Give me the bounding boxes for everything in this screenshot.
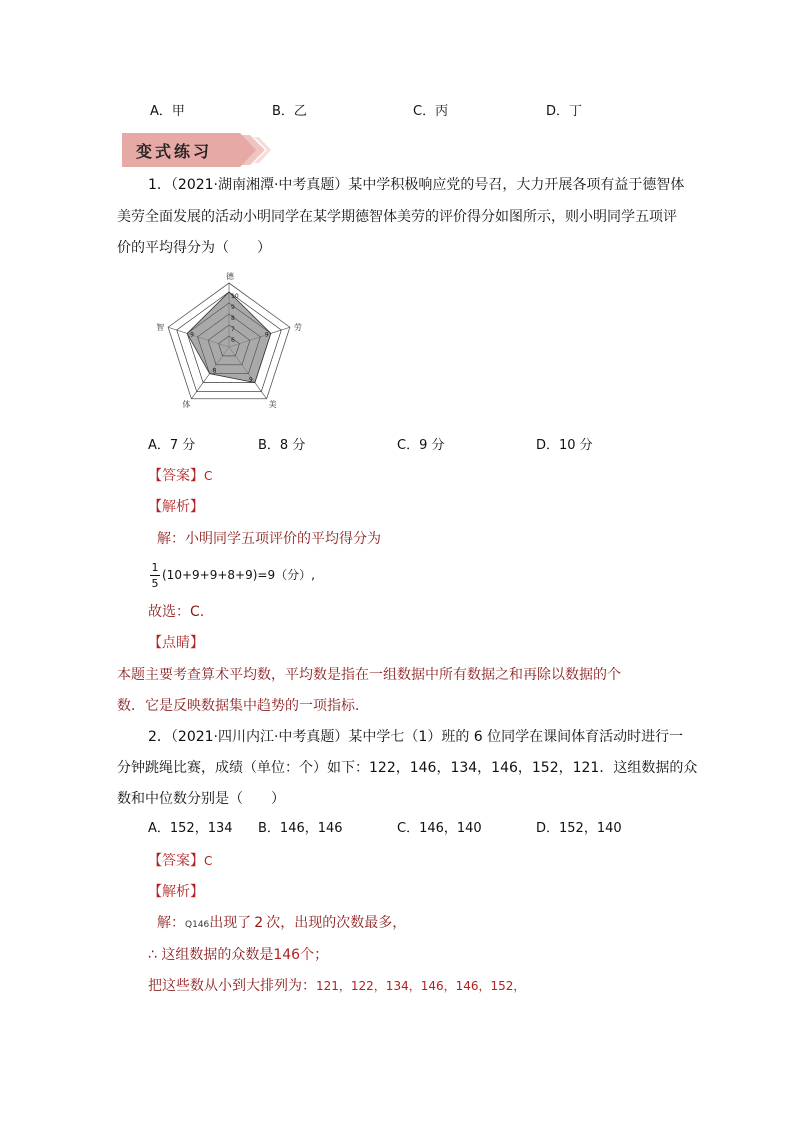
radar-value-3: 8 <box>212 367 217 375</box>
radar-axis-label-1: 劳 <box>293 323 302 333</box>
q1-solution-2: (10+9+9+8+9)=9（分）, <box>162 568 315 582</box>
radar-chart <box>148 268 308 418</box>
radar-tick-8: 8 <box>231 315 235 322</box>
q2-sol1-num: 146 <box>192 920 210 930</box>
q1-option-a: A．7 分 <box>148 438 196 453</box>
q2-sol1-b: 2 <box>254 915 264 931</box>
fraction-one-fifth <box>150 561 160 590</box>
q1-answer-label: 【答案】 <box>148 468 204 484</box>
q1-answer-value: C <box>204 469 213 483</box>
q2-solution-1 <box>157 913 406 935</box>
q2-option-a: A．152，134 <box>148 821 233 836</box>
q2-analysis-label: 【解析】 <box>148 884 204 900</box>
radar-axis-label-0: 德 <box>226 272 234 281</box>
q1-option-c: C．9 分 <box>397 438 445 453</box>
q1-line3: 价的平均得分为（ ） <box>117 240 271 256</box>
radar-tick-10: 10 <box>231 293 239 300</box>
option-b: B．乙 <box>272 104 307 119</box>
radar-tick-6: 6 <box>231 337 235 344</box>
q1-answer-row <box>148 466 212 486</box>
q1-option-d: D．10 分 <box>536 438 593 453</box>
fraction-numerator: 1 <box>151 561 159 574</box>
q1-analysis-label: 【解析】 <box>148 499 204 515</box>
q2-answer-label: 【答案】 <box>148 853 204 869</box>
q2-sol1-c: 次，出现的次数最多， <box>266 915 407 931</box>
q2-sol2-pre: ∴ 这组数据的众数是 <box>148 947 274 963</box>
q2-solution-3 <box>148 976 525 996</box>
q2-line1: 2．（2021·四川内江·中考真题）某中学七（1）班的 6 位同学在课间体育活动时进行一 <box>148 729 684 745</box>
q1-solution-3: 故选：C. <box>148 604 205 620</box>
q2-answer-value: C <box>204 854 213 868</box>
fraction-denominator: 5 <box>151 577 159 590</box>
q2-sol2-post: ； <box>314 947 329 963</box>
q2-sol1-pre: 解： <box>157 915 185 931</box>
section-banner <box>122 133 272 167</box>
banner-title: 变式练习 <box>136 142 213 161</box>
q2-sol3-pre: 把这些数从小到大排列为： <box>148 978 316 994</box>
option-d: D．丁 <box>546 104 583 119</box>
q2-sol1-q: Q <box>185 920 193 930</box>
q1-line2: 美劳全面发展的活动小明同学在某学期德智体美劳的评价得分如图所示，则小明同学五项评 <box>117 209 677 225</box>
radar-value-1: 9 <box>264 331 269 339</box>
q2-line2: 分钟跳绳比赛，成绩（单位：个）如下：122，146，134，146，152，121．这组数据的众 <box>117 760 698 776</box>
q2-sol3-vals: 121，122，134，146，146，152， <box>316 979 526 993</box>
q1-comment-1: 本题主要考查算术平均数，平均数是指在一组数据中所有数据之和再除以数据的个 <box>117 667 621 683</box>
radar-axis-label-4: 智 <box>156 323 165 333</box>
option-c: C．丙 <box>413 104 449 119</box>
q1-option-b: B．8 分 <box>258 438 306 453</box>
option-a: A．甲 <box>150 104 185 119</box>
radar-value-2: 9 <box>248 376 253 384</box>
q2-sol2-val: 146个 <box>273 947 315 963</box>
q1-comment-label: 【点睛】 <box>148 635 204 651</box>
q2-answer-row <box>148 851 212 871</box>
radar-axis-label-2: 美 <box>268 399 277 409</box>
q1-comment-2: 数．它是反映数据集中趋势的一项指标． <box>117 698 369 714</box>
q2-option-d: D．152，140 <box>536 821 622 836</box>
radar-score-area <box>187 292 271 383</box>
radar-axis-label-3: 体 <box>182 399 191 409</box>
q2-option-b: B．146，146 <box>258 821 343 836</box>
q2-option-c: C．146，140 <box>397 821 482 836</box>
radar-value-4: 9 <box>190 331 194 339</box>
q1-line1: 1．（2021·湖南湘潭·中考真题）某中学积极响应党的号召，大力开展各项有益于德智体 <box>148 177 685 193</box>
q1-solution-1: 解：小明同学五项评价的平均得分为 <box>157 531 381 547</box>
radar-tick-7: 7 <box>231 326 235 333</box>
q2-sol1-a: 出现了 <box>209 915 252 931</box>
q2-solution-2 <box>148 945 328 965</box>
q2-line3: 数和中位数分别是（ ） <box>117 791 285 807</box>
radar-tick-9: 9 <box>231 304 235 311</box>
